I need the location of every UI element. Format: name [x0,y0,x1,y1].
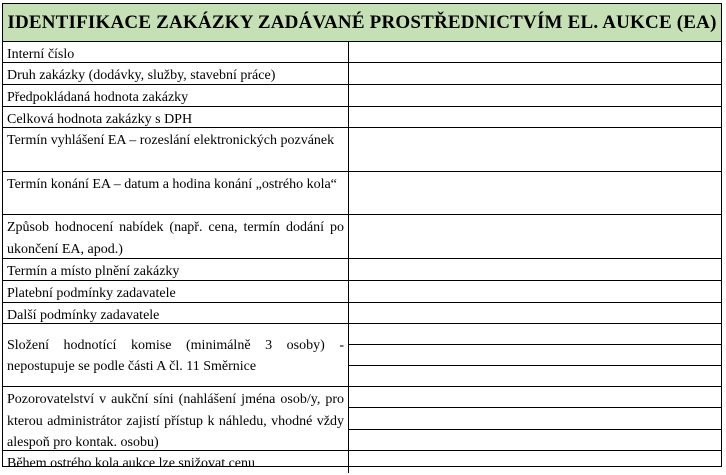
row-evaluation-method [3,215,721,259]
value-cell[interactable] [349,42,721,62]
value-cell[interactable] [349,85,721,106]
row-total-value-vat [3,107,721,128]
row-label: Další podmínky zadavatele [3,303,349,323]
row-label: Složení hodnotící komise (minimálně 3 osoby) - nepostupuje se podle části A čl. 11 Směrnice [3,324,349,386]
row-contract-type [3,63,721,85]
row-label: Celková hodnota zakázky s DPH [3,107,349,127]
row-label: Způsob hodnocení nabídek (např. cena, termín dodání po ukončení EA, apod.) [3,215,349,258]
row-label: Během ostrého kola aukce lze snižovat cenu [3,451,349,473]
row-label: Termín konání EA – datum a hodina konání „ostrého kola“ [3,172,349,214]
value-cell[interactable] [349,107,721,127]
row-label: Termín vyhlášení EA – rozeslání elektronických pozvánek [3,128,349,171]
value-cell[interactable] [349,128,721,171]
row-label: Pozorovatelství v aukční síni (nahlášení jména osob/y, pro kterou administrátor zajistí přístup k náhledu, vhodné vždy alespoň pro kontak. osobu) [3,387,349,450]
committee-member-1-cell[interactable] [349,324,721,345]
observer-1-cell[interactable] [349,387,721,408]
value-cell[interactable] [349,281,721,302]
value-cell-group [349,387,721,450]
row-other-conditions [3,303,721,324]
row-announcement-date [3,128,721,172]
value-cell[interactable] [349,215,721,258]
committee-member-3-cell[interactable] [349,366,721,386]
observer-2-cell[interactable] [349,408,721,429]
row-label: Předpokládaná hodnota zakázky [3,85,349,106]
value-cell[interactable] [349,172,721,214]
row-label: Interní číslo [3,42,349,62]
observer-3-cell[interactable] [349,430,721,450]
row-delivery-place [3,259,721,281]
row-payment-terms [3,281,721,303]
row-internal-number [3,42,721,63]
row-auction-date [3,172,721,215]
value-cell[interactable] [349,303,721,323]
row-auction-observers [3,387,721,451]
value-cell[interactable] [349,63,721,84]
auction-identification-form [2,3,722,471]
row-evaluation-committee [3,324,721,387]
row-estimated-value [3,85,721,107]
row-label: Platební podmínky zadavatele [3,281,349,302]
row-label: Druh zakázky (dodávky, služby, stavební práce) [3,63,349,84]
row-label: Termín a místo plnění zakázky [3,259,349,280]
committee-member-2-cell[interactable] [349,345,721,366]
form-title: IDENTIFIKACE ZAKÁZKY ZADÁVANÉ PROSTŘEDNICTVÍM EL. AUKCE (EA) [3,4,721,42]
value-cell[interactable] [349,259,721,280]
value-cell-group [349,324,721,386]
